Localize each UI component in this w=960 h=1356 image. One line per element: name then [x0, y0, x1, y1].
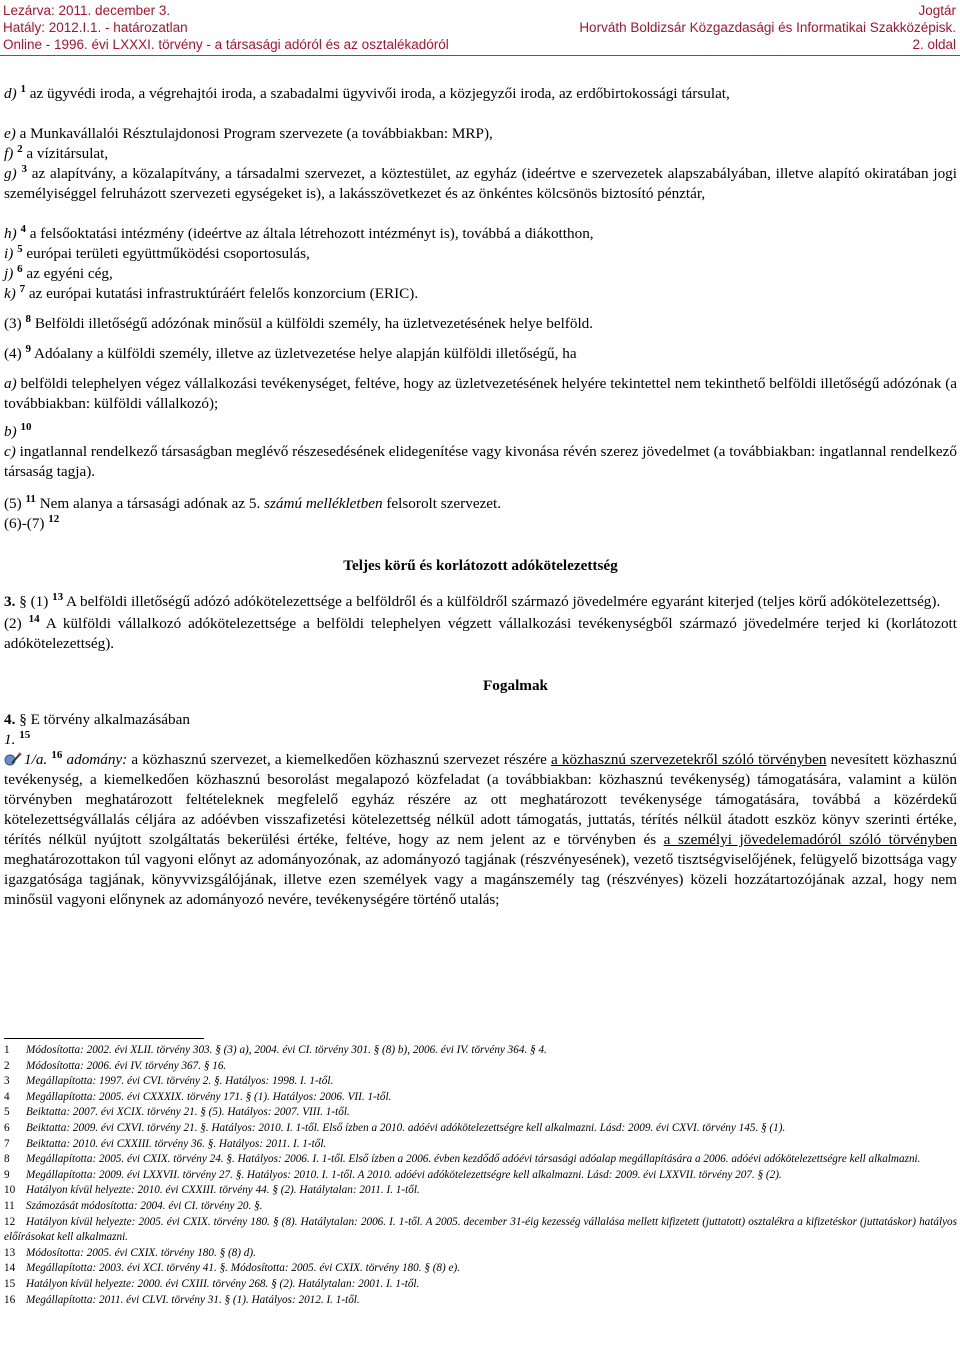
- paragraph-4: [4, 344, 957, 364]
- item-label: f): [4, 145, 14, 162]
- item-label: b): [4, 423, 17, 440]
- footnote-number: 12: [4, 1215, 16, 1228]
- section-text: § E törvény alkalmazásában: [15, 711, 190, 728]
- item-i: [4, 244, 957, 264]
- paragraph-text: Nem alanya a társasági adónak az 5.: [35, 495, 265, 512]
- paragraph-text: Adóalany a külföldi személy, illetve az üzletvezetése helye alapján külföldi illetőségű, ha: [31, 345, 577, 362]
- item-text: az egyéni cég,: [22, 265, 113, 282]
- footnote-text: Beiktatta: 2010. évi CXXIII. törvény 36. §. Hatályos: 2011. I. 1-től.: [26, 1137, 327, 1150]
- paragraph-5: [4, 494, 957, 514]
- footnote-item: [4, 1059, 957, 1075]
- definition-label: 1.: [4, 731, 16, 748]
- footnote-text: Hatályon kívül helyezte: 2000. évi CXIII. törvény 268. § (2). Hatálytalan: 2001. I. 1-től.: [26, 1277, 420, 1290]
- footnote-ref[interactable]: 11: [25, 492, 36, 505]
- footnotes: [4, 1043, 957, 1308]
- footnote-item: [4, 1137, 957, 1153]
- footnote-item: [4, 1105, 957, 1121]
- footnote-number: 10: [4, 1184, 16, 1197]
- footnote-text: Hatályon kívül helyezte: 2010. évi CXXIII. törvény 44. § (2). Hatálytalan: 2011. I. 1-től.: [26, 1184, 420, 1197]
- footnote-item: [4, 1183, 957, 1199]
- definition-text: a közhasznú szervezet, a kiemelkedően közhasznú szervezet részére: [127, 751, 552, 768]
- footnote-number: 6: [4, 1121, 10, 1134]
- section-number: 3.: [4, 593, 16, 610]
- paragraph-label: (2): [4, 615, 22, 632]
- footnote-number: 2: [4, 1059, 10, 1072]
- item-label: d): [4, 85, 17, 102]
- footnote-number: 9: [4, 1168, 10, 1181]
- footnote-item: [4, 1277, 957, 1293]
- paragraph-text: A belföldi illetőségű adózó adókötelezettsége a belföldről és a külföldről származó jövedelmére egyaránt kiterjed (teljes körű adókötelezettség).: [63, 593, 941, 610]
- item-label: i): [4, 245, 14, 262]
- header-brand: Jogtár: [918, 3, 956, 18]
- item-label: k): [4, 285, 16, 302]
- footnote-number: 15: [4, 1277, 16, 1290]
- paragraph-label: (4): [4, 345, 22, 362]
- section-heading-definitions: Fogalmak: [483, 677, 548, 694]
- footnote-divider: [4, 1038, 204, 1039]
- footnote-number: 3: [4, 1075, 10, 1088]
- paragraph-label: (6)-(7): [4, 515, 45, 532]
- footnote-number: 4: [4, 1090, 10, 1103]
- item-label: a): [4, 375, 17, 392]
- defined-term: adomány:: [66, 751, 128, 768]
- footnote-text: Megállapította: 2009. évi LXXVII. törvény 27. §. Hatályos: 2010. I. 1-től. A 2010. adóévi adókötelezettségre kell alkalmazni. Lásd: 2009. évi LXXVII. törvény 207. § (2).: [26, 1168, 782, 1181]
- footnote-number: 16: [4, 1293, 16, 1306]
- footnote-ref[interactable]: 10: [20, 420, 32, 433]
- footnote-text: Módosította: 2005. évi CXIX. törvény 180. § (8) d).: [26, 1246, 256, 1259]
- item-c: [4, 442, 957, 482]
- item-label: e): [4, 125, 16, 142]
- footnote-ref[interactable]: 7: [19, 282, 26, 295]
- item-text: a felsőoktatási intézmény (ideértve az általa létrehozott intézményt is), továbbá a diákotthon,: [25, 225, 594, 242]
- paragraph-3: [4, 314, 957, 334]
- paragraph-text-end: felsorolt szervezet.: [382, 495, 502, 512]
- footnote-ref[interactable]: 5: [17, 242, 23, 255]
- footnote-item: [4, 1215, 957, 1246]
- footnote-ref[interactable]: 6: [17, 262, 23, 275]
- footnote-ref[interactable]: 4: [20, 222, 26, 235]
- definition-text-end: meghatározottakon túl vagyoni előnyt az adományozónak, az adományozó tagjának (részvényesének), vezető tisztségviselőjének, felügyelő bizottsága vagy igazgatósága tagjának, könyvvizsgálójának, illetve ezen személyek vagy a magánszemély tag (részvényes) közeli hozzátartozójának azzal, hogy nem minősül vagyoni előnynek az adományozó nevére, tevékenységére történő utalás;: [4, 851, 957, 908]
- item-text: az alapítvány, a közalapítvány, a társadalmi szervezet, a köztestület, az egyház (ideértve e szervezetek alapszabályában, illetve alapító okiratában jogi személyiséggel felruházott szervezeti egységeket is), a lakásszövetkezet és az önkéntes kölcsönös biztosító pénztár,: [4, 165, 957, 202]
- item-text: ingatlannal rendelkező társaságban meglévő részesedésének elidegenítése vagy kivonása révén szerez jövedelmet (a továbbiakban: ingatlannal rendelkező társaság tagja).: [4, 443, 957, 480]
- paragraph-text: Belföldi illetőségű adózónak minősül a külföldi személy, ha üzletvezetésének helye belföld.: [31, 315, 594, 332]
- item-k: [4, 284, 957, 304]
- definition-1a: [4, 750, 957, 910]
- footnote-text: Módosította: 2002. évi XLII. törvény 303. § (3) a), 2004. évi CI. törvény 301. § (8) b), 2006. évi IV. törvény 364. § 4.: [26, 1044, 547, 1056]
- footnote-text: Hatályon kívül helyezte: 2005. évi CXIX. törvény 180. § (8). Hatálytalan: 2006. I. 1-től. A 2005. december 31-éig kezesség vállalása mellett kifizetett (juttatott) osztalékra a kifizetéskor (juttatáskor) hatályos előírásokat kell alkalmazni.: [4, 1215, 957, 1244]
- footnote-text: Megállapította: 2005. évi CXXXIX. törvény 171. § (1). Hatályos: 2006. VII. 1-től.: [26, 1090, 392, 1103]
- annex-reference: számú mellékletben: [264, 495, 383, 512]
- footnote-ref[interactable]: 15: [19, 728, 31, 741]
- section-3-paragraph-2: [4, 614, 957, 654]
- item-b: [4, 422, 957, 442]
- item-label: g): [4, 165, 17, 182]
- item-text: a vízitársulat,: [22, 145, 109, 162]
- footnote-number: 13: [4, 1246, 16, 1259]
- footnote-text: Számozását módosította: 2004. évi CI. törvény 20. §.: [26, 1199, 263, 1212]
- footnote-text: Beiktatta: 2009. évi CXVI. törvény 21. §. Hatályos: 2010. I. 1-től. Első ízben a 2010. adóévi adókötelezettségre kell alkalmazni. Lásd: 2009. évi CXVI. törvény 145. § (1).: [26, 1121, 786, 1134]
- paragraph-6-7: [4, 514, 957, 534]
- footnote-item: [4, 1074, 957, 1090]
- amendment-history-icon[interactable]: [4, 751, 22, 767]
- footnote-number: 8: [4, 1153, 10, 1166]
- item-e: [4, 124, 957, 144]
- footnote-item: [4, 1199, 957, 1215]
- footnote-item: [4, 1168, 957, 1184]
- footnote-number: 5: [4, 1106, 10, 1119]
- section-number: 4.: [4, 711, 16, 728]
- footnote-number: 1: [4, 1044, 10, 1056]
- footnote-ref[interactable]: 8: [25, 312, 32, 325]
- footnote-item: [4, 1043, 957, 1059]
- footnote-item: [4, 1152, 957, 1168]
- footnote-text: Megállapította: 1997. évi CVI. törvény 2. §. Hatályos: 1998. I. 1-től.: [26, 1075, 334, 1088]
- footnote-ref[interactable]: 3: [21, 162, 27, 175]
- section-4-intro: [4, 710, 957, 730]
- footnote-text: Beiktatta: 2007. évi XCIX. törvény 21. § (5). Hatályos: 2007. VIII. 1-től.: [26, 1106, 350, 1119]
- footnote-ref[interactable]: 9: [25, 342, 32, 355]
- section-3-paragraph-1: [4, 592, 957, 612]
- paragraph-label: § (1): [15, 593, 49, 610]
- footnote-ref[interactable]: 1: [20, 82, 26, 95]
- header-validity: Hatály: 2012.I.1. - határozatlan: [3, 20, 188, 35]
- definition-1: [4, 730, 957, 750]
- item-g: [4, 164, 957, 204]
- footnote-number: 7: [4, 1137, 10, 1150]
- header-page-number: 2. oldal: [912, 37, 956, 52]
- footnote-text: Megállapította: 2003. évi XCI. törvény 41. §. Módosította: 2005. évi CXIX. törvény 180. § (8) e).: [26, 1262, 461, 1275]
- paragraph-text: A külföldi vállalkozó adókötelezettsége a belföldi telephelyen végzett vállalkozási tevékenységből származó jövedelmére terjed ki (korlátozott adókötelezettség).: [4, 615, 957, 652]
- footnote-text: Megállapította: 2005. évi CXIX. törvény 24. §. Hatályos: 2006. I. 1-től. Első ízben a 2006. évben kezdődő adóévi társasági adóalap megállapítására a 2006. adóévi adókötelezettségre kell alkalmazni.: [26, 1153, 921, 1166]
- item-text: belföldi telephelyen végez vállalkozási tevékenységet, feltéve, hogy az üzletvezetésének helyére tekintettel nem tekinthető belföldi illetőségű adózónak (a továbbiakban: külföldi vállalkozó);: [4, 375, 957, 412]
- item-text: az európai kutatási infrastruktúráért felelős konzorcium (ERIC).: [25, 285, 419, 302]
- header-divider: [0, 55, 960, 56]
- footnote-item: [4, 1293, 957, 1309]
- footnote-text: Megállapította: 2011. évi CLVI. törvény 31. § (1). Hatályos: 2012. I. 1-től.: [26, 1293, 360, 1306]
- item-label: c): [4, 443, 16, 460]
- footnote-ref[interactable]: 14: [28, 612, 40, 625]
- section-heading-liability: Teljes körű és korlátozott adókötelezettség: [343, 557, 618, 574]
- item-h: [4, 224, 957, 244]
- item-f: [4, 144, 957, 164]
- item-text: európai területi együttműködési csoportosulás,: [22, 245, 310, 262]
- footnote-item: [4, 1121, 957, 1137]
- paragraph-label: (3): [4, 315, 22, 332]
- footnote-text: Módosította: 2006. évi IV. törvény 367. § 16.: [26, 1059, 227, 1072]
- definition-text-continued: nevesített közhasznú tevékenység, a kiemelkedően közhasznú besorolást megalapozó közfeladat (a továbbiakban: közhasznú tevékenység) támogatására, valamint a külön törvényben meghatározott feltételeknek megfelelő egyház részére az ott meghatározott tevékenysége támogatására, továbbá a közérdekű kötelezettségvállalás céljára az adóévben visszafizetési kötelezettség nélkül adott támogatás, juttatás, térítés nélkül átadott eszköz könyv szerinti értéke, térítés nélkül nyújtott szolgáltatás bekerülési értéke, feltéve, hogy az nem jelent az e törvényben és: [4, 751, 958, 848]
- item-label: h): [4, 225, 17, 242]
- footnote-number: 14: [4, 1262, 16, 1275]
- item-text: az ügyvédi iroda, a végrehajtói iroda, a szabadalmi ügyvivői iroda, a közjegyzői iroda, az erdőbirtokossági társulat,: [25, 85, 730, 102]
- footnote-item: [4, 1090, 957, 1106]
- footnote-ref[interactable]: 2: [17, 142, 23, 155]
- header-closed-date: Lezárva: 2011. december 3.: [3, 3, 171, 18]
- footnote-number: 11: [4, 1199, 15, 1212]
- header-law-title: Online - 1996. évi LXXXI. törvény - a társasági adóról és az osztalékadóról: [3, 37, 449, 52]
- footnote-item: [4, 1261, 957, 1277]
- footnote-ref[interactable]: 13: [52, 590, 64, 603]
- law-link-personal-income-tax[interactable]: a személyi jövedelemadóról szóló törvényben: [663, 831, 957, 848]
- footnote-ref[interactable]: 16: [51, 748, 63, 761]
- paragraph-label: (5): [4, 495, 22, 512]
- item-a: [4, 374, 957, 414]
- footnote-ref[interactable]: 12: [48, 512, 60, 525]
- item-d: [4, 84, 957, 104]
- page-header: [0, 0, 960, 56]
- header-licensee: Horváth Boldizsár Közgazdasági és Informatikai Szakközépisk.: [579, 20, 956, 35]
- document-body: [4, 84, 957, 910]
- item-j: [4, 264, 957, 284]
- item-text: a Munkavállalói Résztulajdonosi Program szervezete (a továbbiakban: MRP),: [15, 125, 493, 142]
- definition-label: 1/a.: [24, 751, 48, 768]
- item-label: j): [4, 265, 14, 282]
- law-link-public-benefit-organisations[interactable]: a közhasznú szervezetekről szóló törvényben: [551, 751, 827, 768]
- footnote-item: [4, 1246, 957, 1262]
